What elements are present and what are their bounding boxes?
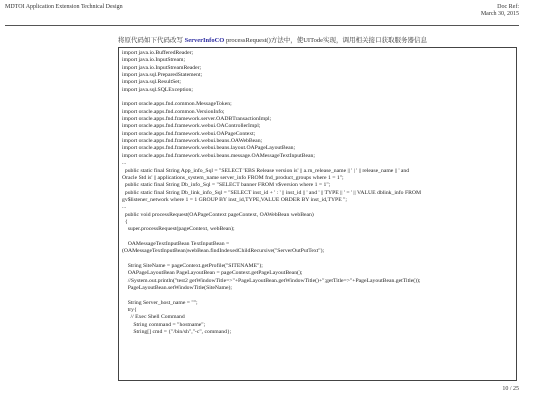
code-line: import oracle.apps.fnd.framework.webui.OAControllerImpl;	[122, 123, 261, 130]
code-line: import java.sql.PreparedStatement;	[122, 72, 203, 79]
code-line	[122, 94, 513, 101]
page-header	[0, 0, 533, 30]
code-line: import oracle.apps.fnd.framework.webui.beans.layout.OAPageLayoutBean;	[122, 145, 296, 152]
code-line: import java.io.InputStreamReader;	[122, 64, 202, 71]
code-line: import oracle.apps.fnd.framework.server.OADBTransactionImpl;	[122, 116, 272, 123]
code-listing	[118, 47, 517, 381]
document-ref: Doc Ref:	[497, 4, 519, 10]
document-meta	[481, 4, 519, 18]
code-line: public static final String Db_link_info_Sql = "SELECT inst_id + ' : ' || inst_id || ' and ' || TYPE || ' = ' || VALUE dblink_info FROM	[122, 189, 422, 196]
code-line: ...	[122, 204, 127, 211]
code-line: import java.io.BufferedReader;	[122, 50, 194, 56]
code-line: import oracle.apps.fnd.framework.webui.beans.OAWebBean;	[122, 138, 263, 145]
code-line: public void processRequest(OAPageContext pageContext, OAWebBean webBean)	[122, 211, 314, 218]
document-date: March 30, 2015	[480, 11, 519, 17]
code-line: import oracle.apps.fnd.framework.webui.beans.message.OAMessageTextInputBean;	[122, 152, 315, 159]
code-line: String command = "hostname";	[122, 321, 206, 328]
intro-prefix: 将原代码如下代码改写	[118, 37, 185, 44]
document-title: MDTOI Application Extension Technical Design	[5, 4, 123, 10]
code-line: public static final String App_info_Sql = "SELECT 'EBS Release version is' || a.rn_release_name || ' | ' || release_name || ' and	[122, 167, 410, 174]
intro-suffix: processRequest()方法中，使UITode实现，调用相关接口获取服务器信息	[224, 37, 427, 44]
code-line	[122, 234, 513, 241]
code-line: {	[122, 218, 128, 225]
code-line: import oracle.apps.fnd.common.VersionInfo;	[122, 108, 225, 115]
code-line: Oracle Std is' || applications_system_name server_info FROM fnd_product_groups where 1 = 1";	[122, 174, 344, 181]
code-line: import java.sql.ResultSet;	[122, 79, 181, 86]
code-line: PageLayoutBean.setWindowTitle(SiteName);	[122, 285, 232, 291]
code-line: String[] cmd = {"/bin/sh","-c", command};	[122, 329, 232, 336]
code-line: try{	[122, 307, 137, 314]
code-line: //System.out.println("test2 getWindowTitle=>"+PageLayoutBean.getWindowTitle()+";getTitle=>"+PageLayoutBean.getTitle());	[122, 277, 421, 284]
code-line: OAPageLayoutBean PageLayoutBean = pageContext.getPageLayoutBean();	[122, 270, 303, 277]
code-line: String Server_host_name = "";	[122, 299, 198, 306]
code-line: String SiteName = pageContext.getProfile("SITENAME");	[122, 262, 263, 269]
header-divider	[5, 25, 519, 26]
code-line: public static final String Db_info_Sql = "SELECT banner FROM v$version where 1 = 1";	[122, 182, 331, 189]
code-line: super.processRequest(pageContext, webBean);	[122, 226, 235, 233]
code-line: gv$listener_network where 1 = 1 GROUP BY inst_id,TYPE,VALUE ORDER BY inst_id,TYPE ";	[122, 196, 348, 203]
code-line	[122, 256, 513, 263]
page-number: 10 / 25	[502, 386, 519, 392]
code-line	[122, 292, 513, 299]
code-line: ...	[122, 160, 127, 167]
code-line: import oracle.apps.fnd.framework.webui.OAPageContext;	[122, 130, 256, 137]
intro-highlight: ServerInfoCO	[184, 37, 225, 44]
code-line: import java.io.InputStream;	[122, 57, 186, 64]
code-line: OAMessageTextInputBean TextInputBean =	[122, 240, 230, 247]
code-line: import oracle.apps.fnd.common.MessageToken;	[122, 101, 232, 108]
code-line: import java.sql.SQLException;	[122, 86, 193, 93]
intro-paragraph	[118, 35, 427, 44]
code-line: (OAMessageTextInputBean)webBean.findIndexedChildRecursive("ServerOutPutText");	[122, 248, 325, 255]
code-line: // Exec Shell Command	[122, 314, 185, 321]
